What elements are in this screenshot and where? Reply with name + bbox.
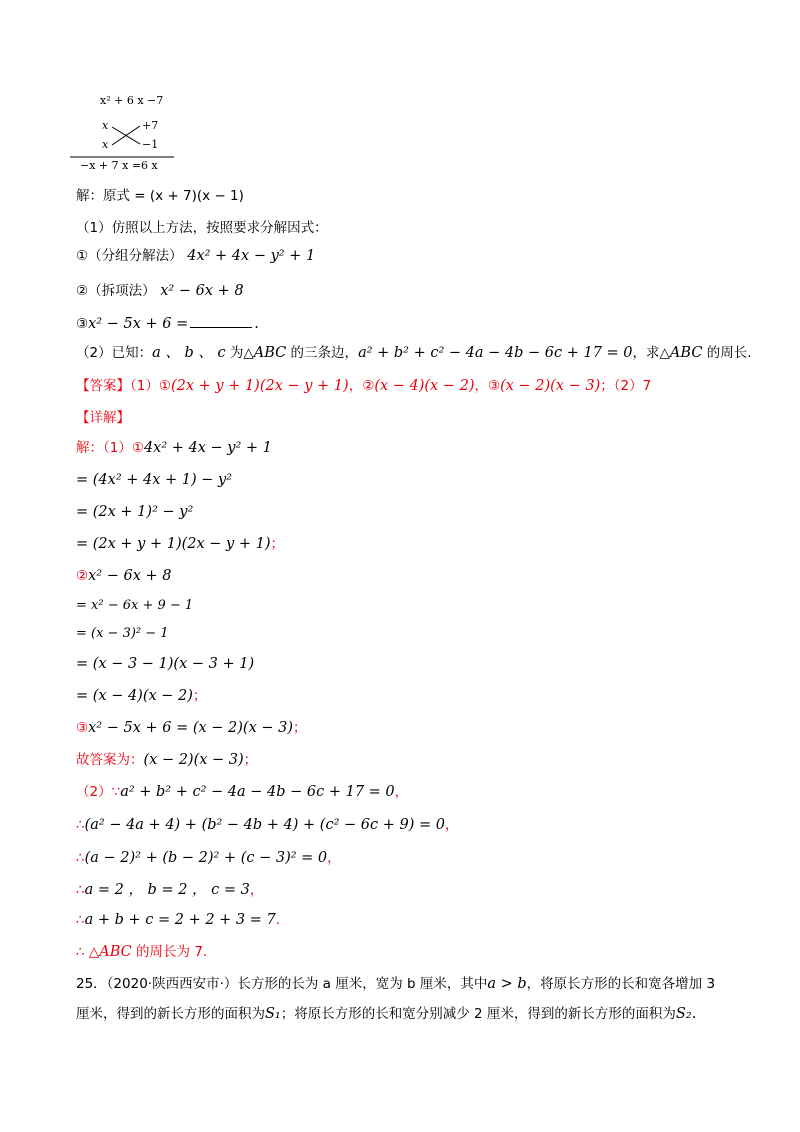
- cross-method-figure: [70, 93, 180, 175]
- answer-line: 【答案】（1）①(2x + y + 1)(2x − y + 1)，②(x − 4)(x − 2)，③(x − 2)(x − 3)；（2）7: [76, 378, 652, 394]
- solution-part2-step1: （2）∵a² + b² + c² − 4a − 4b − 6c + 17 = 0，: [76, 784, 409, 800]
- solution-step5: ②x² − 6x + 8: [76, 568, 172, 584]
- solution-step7: = (x − 3)² − 1: [76, 626, 169, 641]
- figure-right1: +7: [142, 119, 159, 132]
- question-part1: （1）仿照以上方法，按照要求分解因式：: [76, 220, 328, 236]
- question-item1: ①（分组分解法） 4x² + 4x − y² + 1: [76, 248, 316, 264]
- solution-step10: ③x² − 5x + 6 = (x − 2)(x − 3)；: [76, 720, 307, 736]
- solution-conclusion1: 故答案为：(x − 2)(x − 3)；: [76, 752, 258, 768]
- figure-right2: −1: [142, 138, 159, 151]
- answer-blank: [190, 313, 252, 328]
- question-25-line2: 厘米，得到的新长方形的面积为S₁；将原长方形的长和宽分别减少 2 厘米，得到的新长方形的面积为S₂.: [76, 1006, 697, 1022]
- solution-part2-step3: ∴(a − 2)² + (b − 2)² + (c − 3)² = 0，: [76, 850, 341, 866]
- solution-step2: = (4x² + 4x + 1) − y²: [76, 472, 233, 488]
- question-25-line1: 25．（2020·陕西西安市·）长方形的长为 a 厘米，宽为 b 厘米，其中a > b，将原长方形的长和宽各增加 3: [76, 976, 716, 992]
- solution-step8: = (x − 3 − 1)(x − 3 + 1): [76, 656, 255, 672]
- question-item2: ②（拆项法） x² − 6x + 8: [76, 283, 244, 299]
- solution-step3: = (2x + 1)² − y²: [76, 504, 194, 520]
- figure-bottom: −x + 7 x =6 x: [80, 159, 158, 172]
- solution-step1: 解：（1）①4x² + 4x − y² + 1: [76, 440, 272, 456]
- figure-top: x² + 6 x −7: [100, 94, 164, 107]
- solution-part2-step5: ∴a + b + c = 2 + 2 + 3 = 7.: [76, 912, 281, 928]
- solution-step4: = (2x + y + 1)(2x − y + 1)；: [76, 536, 284, 552]
- detail-tag: 【详解】: [76, 410, 130, 426]
- figure-left1: x: [102, 119, 109, 132]
- question-part2: （2）已知：a 、 b 、 c 为△ABC 的三条边，a² + b² + c² − 4a − 4b − 6c + 17 = 0，求△ABC 的周长.: [76, 345, 752, 361]
- solution-part2-step4: ∴a = 2 ， b = 2 ， c = 3，: [76, 882, 264, 898]
- solution-step9: = (x − 4)(x − 2)；: [76, 688, 207, 704]
- figure-left2: x: [102, 138, 109, 151]
- solution-final: ∴ △ABC 的周长为 7.: [76, 944, 208, 960]
- solution-step6: = x² − 6x + 9 − 1: [76, 598, 194, 613]
- solution-part2-step2: ∴(a² − 4a + 4) + (b² − 4b + 4) + (c² − 6c + 9) = 0，: [76, 817, 459, 833]
- original-factored: 解：原式 = (x + 7)(x − 1): [76, 188, 244, 204]
- question-item3: ③x² − 5x + 6 = .: [76, 313, 259, 334]
